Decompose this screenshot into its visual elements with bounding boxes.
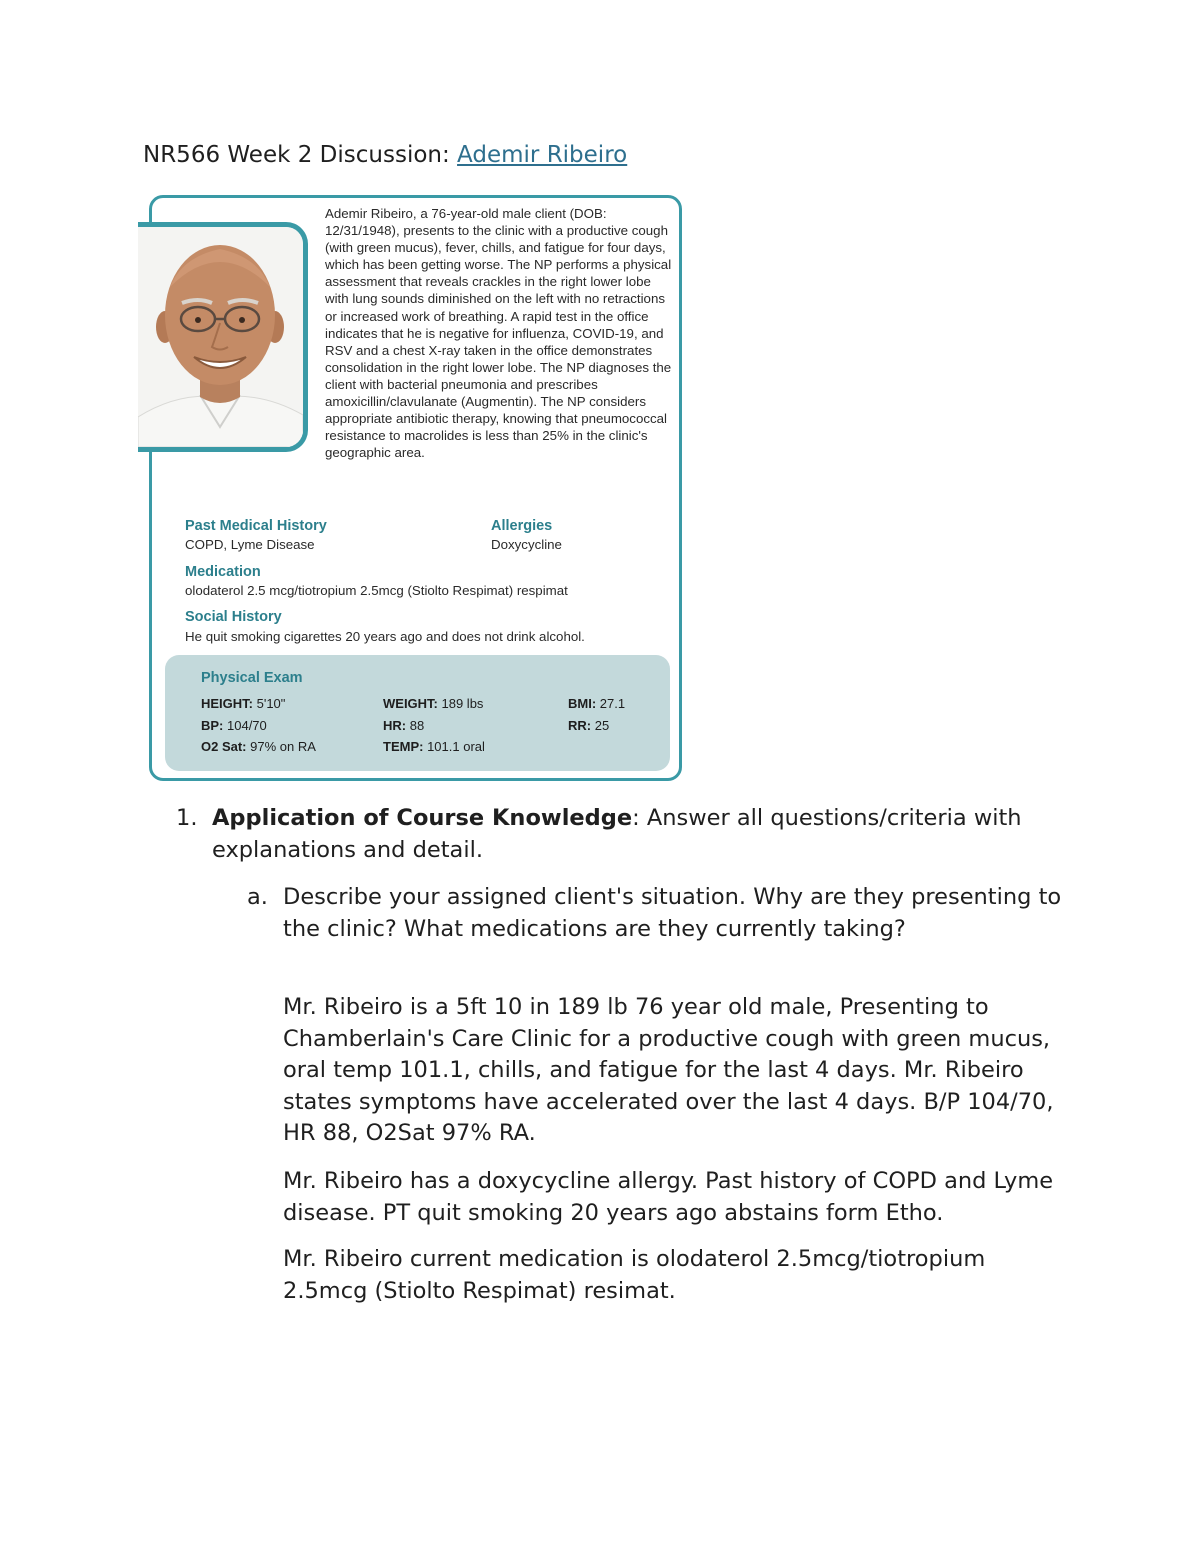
answer-paragraph-3: Mr. Ribeiro current medication is olodaterol 2.5mcg/tiotropium 2.5mcg (Stiolto Respimat) resimat. xyxy=(283,1246,986,1304)
exam-weight: WEIGHT: 189 lbs xyxy=(383,696,484,711)
client-photo xyxy=(138,227,303,447)
item1-heading: Application of Course Knowledge xyxy=(212,805,633,831)
answer-paragraph-1: Mr. Ribeiro is a 5ft 10 in 189 lb 76 year old male, Presenting to Chamberlain's Care Clinic for a productive cough with green mucus, oral temp 101.1, chills, and fatigue for the last 4 days. Mr. Ribeiro states symptoms have accelerated over the last 4 days. B/P 104/70, HR 88, O2Sat 97% RA. xyxy=(283,994,1054,1146)
list-number-1: 1. xyxy=(176,805,198,831)
physical-exam-heading: Physical Exam xyxy=(201,670,303,686)
exam-height: HEIGHT: 5'10" xyxy=(201,696,286,711)
document-title xyxy=(143,139,627,171)
answer-paragraph-2: Mr. Ribeiro has a doxycycline allergy. Past history of COPD and Lyme disease. PT quit smoking 20 years ago abstains form Etho. xyxy=(283,1168,1054,1226)
item1-instructions: : Answer all questions/criteria with explanations and detail. xyxy=(212,805,1022,863)
exam-o2-sat: O2 Sat: 97% on RA xyxy=(201,739,316,754)
exam-temp: TEMP: 101.1 oral xyxy=(383,739,485,754)
pmh-value: COPD, Lyme Disease xyxy=(185,537,315,552)
social-history-value: He quit smoking cigarettes 20 years ago and does not drink alcohol. xyxy=(185,629,585,644)
list-letter-a: a. xyxy=(247,884,268,910)
medication-value: olodaterol 2.5 mcg/tiotropium 2.5mcg (Stiolto Respimat) respimat xyxy=(185,583,568,598)
client-photo-frame xyxy=(138,222,308,452)
case-description: Ademir Ribeiro, a 76-year-old male client (DOB: 12/31/1948), presents to the clinic with a productive cough (with green mucus), fever, chills, and fatigue for four days, which has been getting worse. The NP performs a physical assessment that reveals crackles in the right lower lobe with lung sounds diminished on the left with no retractions or increased work of breathing. A rapid test in the office indicates that he is negative for influenza, COVID-19, and RSV and a chest X-ray taken in the office demonstrates consolidation in the right lower lobe. The NP diagnoses the client with bacterial pneumonia and prescribes amoxicillin/clavulanate (Augmentin). The NP considers appropriate antibiotic therapy, knowing that pneumococcal resistance to macrolides is less than 25% in the clinic's geographic area. xyxy=(325,206,672,461)
pmh-heading: Past Medical History xyxy=(185,518,327,534)
medication-heading: Medication xyxy=(185,564,261,580)
exam-bp: BP: 104/70 xyxy=(201,718,267,733)
allergies-value: Doxycycline xyxy=(491,537,562,552)
exam-rr: RR: 25 xyxy=(568,718,610,733)
question-a: Describe your assigned client's situation. Why are they presenting to the clinic? What medications are they currently taking? xyxy=(283,884,1062,942)
list-item-1 xyxy=(212,803,1092,866)
exam-hr: HR: 88 xyxy=(383,718,425,733)
client-name-link[interactable]: Ademir Ribeiro xyxy=(457,142,628,168)
social-history-heading: Social History xyxy=(185,609,282,625)
exam-bmi: BMI: 27.1 xyxy=(568,696,626,711)
allergies-heading: Allergies xyxy=(491,518,553,534)
title-prefix: NR566 Week 2 Discussion: xyxy=(143,142,458,168)
